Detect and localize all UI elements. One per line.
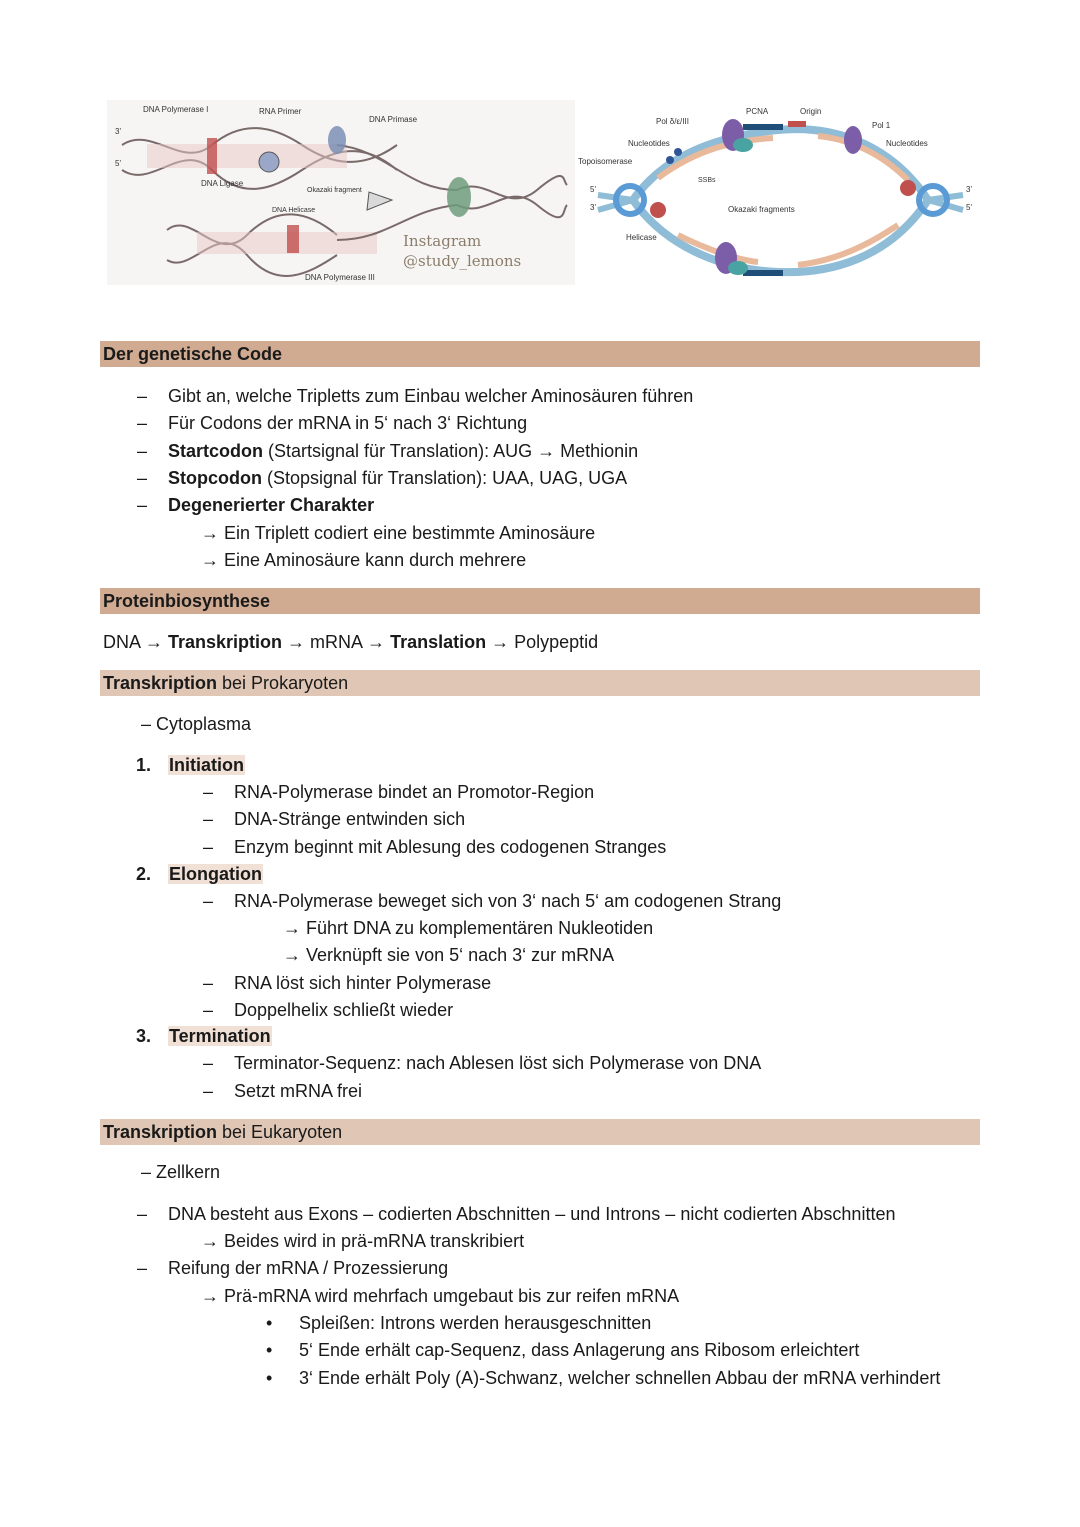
- flow-translation: Translation: [390, 632, 487, 652]
- bold-term: Degenerierter Charakter: [168, 495, 375, 515]
- label-pcna: PCNA: [746, 107, 769, 116]
- sub-item: → Verknüpft sie von 5‘ nach 3‘ zur mRNA: [283, 945, 615, 965]
- bullet-dot: •: [266, 1368, 273, 1388]
- item-text: (Stopsignal für Translation): UAA, UAG, UGA: [261, 468, 628, 488]
- label-ssbs: SSBs: [698, 177, 716, 184]
- label-dna-polymerase: DNA Polymerase I: [143, 105, 209, 114]
- section-title: Proteinbiosynthese: [103, 591, 271, 611]
- bullet-dot: •: [266, 1340, 273, 1360]
- list-item-degenerate: [168, 493, 374, 517]
- label-5-prime: 5': [115, 159, 121, 168]
- section-title-bold: Transkription: [103, 673, 218, 693]
- list-item: Gibt an, welche Tripletts zum Einbau welcher Aminosäuren führen: [168, 386, 694, 406]
- label-5-left: 5': [590, 185, 596, 194]
- list-item: Reifung der mRNA / Prozessierung: [168, 1258, 449, 1278]
- list-item: DNA besteht aus Exons – codierten Abschnitten – und Introns – nicht codierten Abschnitten: [168, 1204, 896, 1224]
- replication-fork-drawing: [107, 100, 575, 285]
- step-title-elongation: [168, 862, 263, 886]
- sub-item: → Prä-mRNA wird mehrfach umgebaut bis zur reifen mRNA: [201, 1286, 680, 1306]
- label-3-prime: 3': [115, 127, 121, 136]
- step-title-initiation: [168, 753, 245, 777]
- list-dash: –: [137, 1204, 148, 1224]
- label-okazaki-fragments: Okazaki fragments: [728, 205, 795, 214]
- flow-mrna: → mRNA →: [282, 632, 391, 652]
- list-dash: –: [203, 891, 214, 911]
- step-number: 2.: [136, 864, 152, 884]
- sub-item: → Beides wird in prä-mRNA transkribiert: [201, 1231, 525, 1251]
- replication-bubble-diagram: [578, 100, 980, 285]
- list-item-startcodon: [168, 439, 638, 463]
- watermark-handle: @study_lemons: [403, 252, 522, 270]
- section-title-bold: Transkription: [103, 1122, 218, 1142]
- bullet-item: 5‘ Ende erhält cap-Sequenz, dass Anlagerung ans Ribosom erleichtert: [299, 1340, 860, 1360]
- label-dna-ligase: DNA Ligase: [201, 179, 244, 188]
- step-title: Elongation: [169, 864, 262, 884]
- bold-term: Stopcodon: [168, 468, 262, 488]
- label-3-left: 3': [590, 203, 596, 212]
- label-helicase-right: Helicase: [626, 233, 657, 242]
- bullet-dot: •: [266, 1313, 273, 1333]
- list-item: RNA-Polymerase bindet an Promotor-Region: [234, 782, 595, 802]
- flow-transcription: Transkription: [168, 632, 283, 652]
- label-pol: Pol δ/ε/III: [656, 117, 689, 126]
- list-dash: –: [203, 973, 214, 993]
- section-header-eukaryotes: [100, 1119, 980, 1145]
- label-3-right: 3': [966, 185, 972, 194]
- step-number: 1.: [136, 755, 152, 775]
- label-helicase: DNA Helicase: [272, 207, 316, 214]
- flow-dna: DNA →: [103, 632, 169, 652]
- bold-term: Startcodon: [168, 441, 264, 461]
- list-item: RNA löst sich hinter Polymerase: [234, 973, 492, 993]
- section-header-prokaryotes: [100, 670, 980, 696]
- section-header-genetic-code: [100, 341, 980, 367]
- step-title: Termination: [169, 1026, 271, 1046]
- step-title: Initiation: [169, 755, 244, 775]
- list-item: Für Codons der mRNA in 5‘ nach 3‘ Richtung: [168, 413, 528, 433]
- watermark-instagram: Instagram: [403, 232, 482, 250]
- section-title-normal: bei Prokaryoten: [217, 673, 349, 693]
- label-5-right: 5': [966, 203, 972, 212]
- bullet-item: 3‘ Ende erhält Poly (A)-Schwanz, welcher schnellen Abbau der mRNA verhindert: [299, 1368, 941, 1388]
- list-dash: –: [203, 1053, 214, 1073]
- list-dash: –: [137, 495, 148, 515]
- label-pol1: Pol 1: [872, 121, 891, 130]
- label-nucleotides-left: Nucleotides: [628, 139, 670, 148]
- list-dash: –: [137, 386, 148, 406]
- protein-synthesis-flow: [103, 630, 598, 654]
- item-text: (Startsignal für Translation): AUG → Methionin: [263, 441, 639, 461]
- list-dash: –: [203, 782, 214, 802]
- list-item: RNA-Polymerase beweget sich von 3‘ nach 5‘ am codogenen Strang: [234, 891, 782, 911]
- list-item: Doppelhelix schließt wieder: [234, 1000, 454, 1020]
- label-okazaki: Okazaki fragment: [307, 187, 362, 194]
- step-number: 3.: [136, 1026, 152, 1046]
- label-origin: Origin: [800, 107, 822, 116]
- list-dash: –: [203, 809, 214, 829]
- section-title-normal: bei Eukaryoten: [217, 1122, 343, 1142]
- list-dash: –: [137, 413, 148, 433]
- label-topoisomerase: Topoisomerase: [578, 157, 633, 166]
- list-dash: –: [137, 1258, 148, 1278]
- location-note: – Zellkern: [141, 1162, 221, 1182]
- list-dash: –: [203, 1000, 214, 1020]
- list-item: DNA-Stränge entwinden sich: [234, 809, 466, 829]
- label-dna-primase: DNA Primase: [369, 115, 418, 124]
- section-title: Der genetische Code: [103, 344, 283, 364]
- location-note: – Cytoplasma: [141, 714, 252, 734]
- list-dash: –: [203, 837, 214, 857]
- list-dash: –: [137, 468, 148, 488]
- list-item: Setzt mRNA frei: [234, 1081, 363, 1101]
- step-title-termination: [168, 1024, 272, 1048]
- list-item: Terminator-Sequenz: nach Ablesen löst sich Polymerase von DNA: [234, 1053, 762, 1073]
- sub-item: → Eine Aminosäure kann durch mehrere: [201, 550, 527, 570]
- flow-polypeptide: → Polypeptid: [486, 632, 599, 652]
- list-dash: –: [203, 1081, 214, 1101]
- section-header-protein-synthesis: [100, 588, 980, 614]
- label-nucleotides-right: Nucleotides: [886, 139, 928, 148]
- label-rna-primer: RNA Primer: [259, 107, 302, 116]
- sub-item: → Ein Triplett codiert eine bestimmte Aminosäure: [201, 523, 596, 543]
- bullet-item: Spleißen: Introns werden herausgeschnitten: [299, 1313, 652, 1333]
- list-item: Enzym beginnt mit Ablesung des codogenen Stranges: [234, 837, 667, 857]
- list-item-stopcodon: [168, 466, 627, 490]
- label-polymerase3: DNA Polymerase III: [305, 273, 375, 282]
- sub-item: → Führt DNA zu komplementären Nukleotiden: [283, 918, 654, 938]
- list-dash: –: [137, 441, 148, 461]
